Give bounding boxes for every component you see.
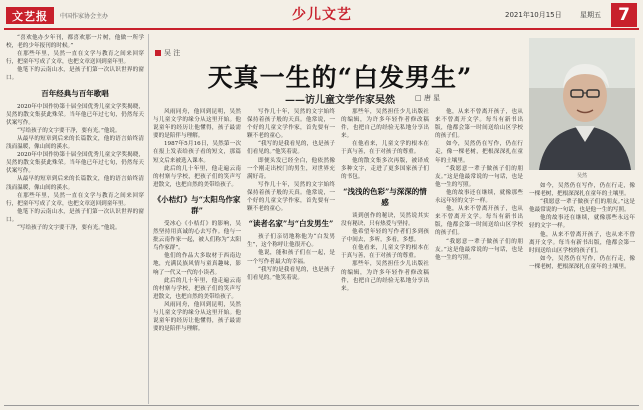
- article-column-6: [529, 182, 635, 404]
- paragraph: 受冰心《小桔灯》的影响，吴然坚持用真诚的心去写作。他与一批云南作家一起，被人们称为“太阳鸟作家群”。: [153, 220, 241, 252]
- article-column-5: [435, 108, 523, 404]
- paragraph: “写给孩子的文字要干净，要有光。”他说。: [17, 127, 121, 134]
- paragraph: 在那些年里，吴然一直在文学与教育之间来回穿行，把童年写成了文章，也把文章送回到童年里。: [6, 192, 144, 207]
- paragraph: 1987年5月16日，吴然第一次在报上发表给孩子看的短文，那篇短文后来被选入课本。: [153, 141, 241, 164]
- left-column: [6, 34, 144, 404]
- paragraph: 即便头发已经全白，他依然像一个刚走出校门的男生，对世界充满好奇。: [247, 157, 335, 180]
- article-headline: 天真一生的“白发男生”: [207, 63, 473, 92]
- paragraph: “我愿意一辈子做孩子们的朋友。”这是他最常说的一句话，也是他一生的写照。: [435, 238, 523, 261]
- paragraph: 他的散文集多次再版，被译成多种文字，走进了更多国家孩子们的书包。: [341, 157, 429, 180]
- paragraph: “我愿意一辈子做孩子们的朋友。”这是他最常说的一句话，也是他一生的写照。: [529, 199, 635, 214]
- paragraph: 他，从来不曾离开孩子，也从来不曾离开文学。每当有新书出版，他都会第一时间送给山区学校的孩子们。: [529, 231, 635, 254]
- paragraph: 孩子们亲切地称他为“白发男生”，这个称呼让他很开心。: [247, 234, 335, 249]
- author-label: 吴 注: [164, 49, 181, 57]
- paragraph: 谈到创作的秘诀，吴然说其实没有秘诀，只有热爱与坚持。: [341, 212, 429, 227]
- paragraph: 如今，吴然仍在写作，仍在行走，像一棵老树，把根深深扎在童年的土壤里。: [529, 255, 635, 270]
- section-heading: “浅浅的色彩”与深深的情感: [343, 186, 427, 207]
- newspaper-logo: 文艺报: [6, 7, 54, 24]
- paragraph: 风雨同舟，他回到昆明，吴然与儿童文学的缘分从这里开始。他说童年的经历让他懂得，孩子最需要的是陪伴与理解。: [153, 301, 241, 333]
- paragraph: 写作几十年，吴然的文字始终保持着孩子般的天真。他常说，一个好的儿童文学作家，首先要有一颗不老的童心。: [247, 109, 335, 140]
- column-divider: [148, 34, 149, 404]
- paragraph: 2020年中国作协第十届全国优秀儿童文学奖揭晓，吴然的散文集获此殊荣。当年他已年过七旬，仍然每天伏案写作。: [6, 152, 144, 175]
- paragraph: 此后的几十年里，他走遍云南的村寨与学校，把孩子们的笑声写进散文，也把自然的美带给孩子。: [153, 277, 241, 300]
- paragraph: 此后的几十年里，他走遍云南的村寨与学校，把孩子们的笑声写进散文，也把自然的美带给孩子。: [153, 165, 241, 188]
- paragraph: “我愿意一辈子做孩子们的朋友。”这是他最常说的一句话，也是他一生的写照。: [435, 165, 523, 188]
- paragraph: 他的故事还在继续，就像那些永远年轻的文字一样。: [435, 189, 523, 205]
- portrait-image: [529, 38, 635, 170]
- issue-date: 2021年10月15日: [505, 11, 562, 19]
- paragraph: 从最早的短章到后来的长篇散文，他的语言始终清浅而温暖，像山间的溪水。: [6, 176, 144, 191]
- paragraph: 那些年，吴然担任少儿出版社的编辑，为许多年轻作者修改稿件，也把自己的经验无私地分享出来。: [341, 109, 429, 140]
- author-photo: [529, 38, 635, 170]
- article-column-3: [247, 108, 335, 404]
- paragraph: 从最早的短章到后来的长篇散文，他的语言始终清浅而温暖，像山间的溪水。: [6, 135, 144, 151]
- article-column-2: [153, 108, 241, 404]
- page-number: 7: [611, 3, 637, 27]
- paragraph: 他笔下的云南山水，是孩子们第一次认识世界的窗口。: [6, 67, 144, 82]
- paragraph: 他，从来不曾离开孩子，也从来不曾离开文学。每当有新书出版，他都会第一时间送给山区学校的孩子们。: [435, 206, 523, 237]
- paragraph: 他希望年轻的写作者们多到孩子中间去，多听，多看，多想。: [341, 229, 429, 244]
- paragraph: 他，从来不曾离开孩子，也从来不曾离开文学。每当有新书出版，他都会第一时间送给山区学校的孩子们。: [435, 109, 523, 140]
- paragraph: 2020年中国作协第十届全国优秀儿童文学奖揭晓，吴然的散文集获此殊荣。当年他已年过七旬，仍然每天伏案写作。: [6, 103, 144, 126]
- paragraph: “喜欢他办少年刊，都喜欢那一片树，他做一所学校，老的少年报刊的时候。”: [6, 35, 144, 50]
- masthead: [6, 7, 108, 24]
- paragraph: 他说，能和孩子们在一起，是一个写作者最大的幸福。: [247, 250, 335, 265]
- paragraph: 如今，吴然仍在写作，仍在行走，像一棵老树，把根深深扎在童年的土壤里。: [529, 183, 635, 198]
- issue-weekday: 星期五: [580, 11, 601, 19]
- square-bullet-icon: [155, 50, 161, 56]
- section-heading: 《小桔灯》与“太阳鸟作家群”: [153, 194, 241, 215]
- paragraph: 写作几十年，吴然的文字始终保持着孩子般的天真。他常说，一个好的儿童文学作家，首先要有一颗不老的童心。: [247, 181, 335, 213]
- byline: □ 唐 星: [415, 94, 441, 102]
- author-tag: [155, 48, 180, 58]
- article-subtitle: ——访儿童文学作家吴然: [285, 95, 395, 106]
- photo-caption: 吴然: [576, 173, 587, 179]
- footer-rule: [4, 405, 639, 406]
- section-heading: 百年经典与百年歌唱: [41, 88, 109, 98]
- paragraph: 他的故事还在继续，就像那些永远年轻的文字一样。: [529, 215, 635, 230]
- section-title: 少儿文艺: [292, 7, 352, 23]
- paragraph: 风雨同舟，他回到昆明，吴然与儿童文学的缘分从这里开始。他说童年的经历让他懂得，孩子最需要的是陪伴与理解。: [153, 109, 241, 140]
- section-heading: “读者名家”与“白发男生”: [248, 219, 334, 229]
- header-rule: [4, 28, 639, 30]
- paragraph: “我写的是我看见的，也是孩子们看见的。”他笑着说。: [247, 141, 335, 156]
- paragraph: 在他看来，儿童文学的根本在于真与善，在于对孩子的尊重。: [341, 141, 429, 156]
- article-column-4: [341, 108, 429, 404]
- paragraph: 那些年，吴然担任少儿出版社的编辑，为许多年轻作者修改稿件，也把自己的经验无私地分享出来。: [341, 261, 429, 292]
- paragraph: “我写的是我看见的，也是孩子们看见的。”他笑着说。: [247, 266, 335, 281]
- paragraph: 在那些年里，吴然一直在文学与教育之间来回穿行，把童年写成了文章，也把文章送回到童年里。: [6, 51, 144, 66]
- publisher-line: 中国作家协会主办: [60, 13, 109, 20]
- paragraph: “写给孩子的文字要干净，要有光。”他说。: [17, 224, 121, 231]
- paragraph: 如今，吴然仍在写作，仍在行走，像一棵老树，把根深深扎在童年的土壤里。: [435, 141, 523, 164]
- paragraph: 在他看来，儿童文学的根本在于真与善，在于对孩子的尊重。: [341, 245, 429, 260]
- paragraph: 他笔下的云南山水，是孩子们第一次认识世界的窗口。: [6, 208, 144, 223]
- paragraph: 他们的作品大多取材于西南边地，充满民族风情与童真趣味，影响了一代又一代的小读者。: [153, 253, 241, 276]
